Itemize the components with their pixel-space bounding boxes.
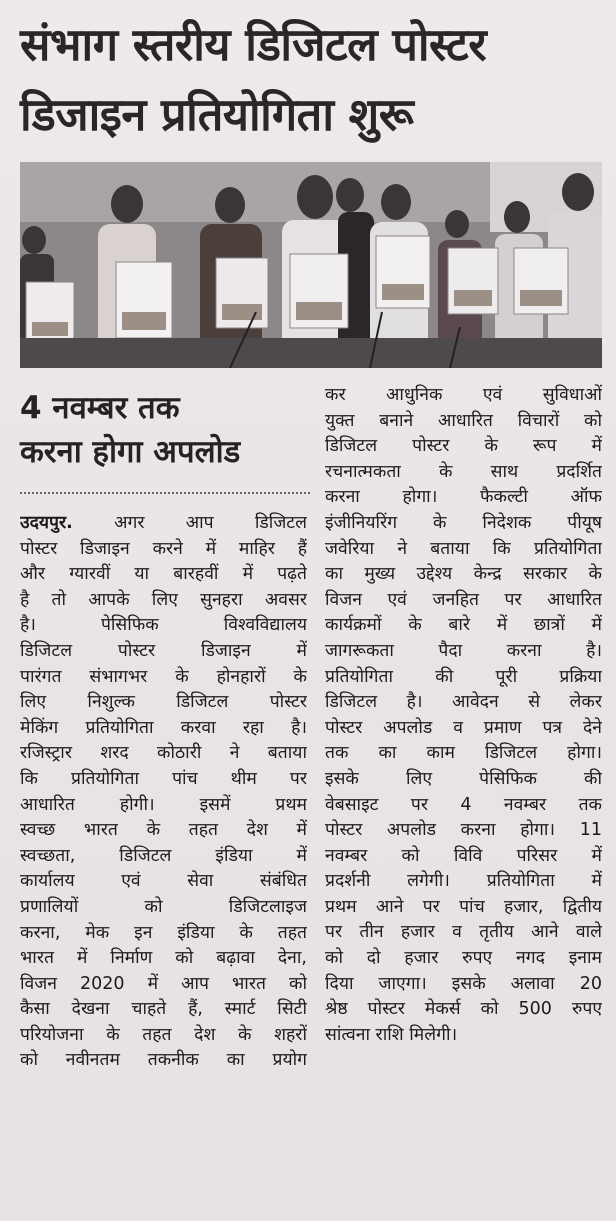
body-line: प्रथम आने पर पांच हजार, द्वितीय <box>325 896 602 917</box>
headline-line-1: संभाग स्तरीय डिजिटल पोस्टर <box>20 18 487 71</box>
body-line: आधारित होगी। इसमें प्रथम <box>20 794 307 815</box>
body-line: युक्त बनाने आधारित विचारों को <box>325 410 602 431</box>
body-line: विजन 2020 में आप भारत को <box>20 973 307 994</box>
body-line: स्वच्छ भारत के तहत देश में <box>20 820 307 841</box>
body-line: कार्यक्रमों के बारे में छात्रों में <box>325 615 602 636</box>
body-line: प्रदर्शनी लगेगी। प्रतियोगिता में <box>325 871 602 892</box>
article-body-left-column <box>20 511 307 1211</box>
body-line: रचनात्मकता के साथ प्रदर्शित <box>325 461 602 482</box>
body-line: कि प्रतियोगिता पांच थीम पर <box>20 768 307 789</box>
body-line: का मुख्य उद्देश्य केन्द्र सरकार के <box>325 564 602 585</box>
body-line: को नवीनतम तकनीक का प्रयोग <box>20 1050 307 1071</box>
article-body-right-column <box>325 383 602 1211</box>
body-line: को दो हजार रुपए नगद इनाम <box>325 948 602 969</box>
news-photo <box>20 162 602 368</box>
body-line: विजन एवं जनहित पर आधारित <box>325 589 602 610</box>
body-line: स्वच्छता, डिजिटल इंडिया में <box>20 845 307 866</box>
body-line: इंजीनियरिंग के निदेशक पीयूष <box>325 512 602 533</box>
body-line: पोस्टर डिजाइन करने में माहिर हैं <box>20 538 307 559</box>
body-line: मेकिंग प्रतियोगिता करवा रहा है। <box>20 717 307 738</box>
body-line: रजिस्ट्रार शरद कोठारी ने बताया <box>20 743 307 764</box>
dotted-divider <box>20 492 310 494</box>
body-line: डिजिटल पोस्टर डिजाइन में <box>20 640 307 661</box>
body-line: वेबसाइट पर 4 नवम्बर तक <box>325 794 602 815</box>
body-line: प्रणालियों को डिजिटलाइज <box>20 896 307 917</box>
body-line: जागरूकता पैदा करना है। <box>325 640 602 661</box>
body-line: तक का काम डिजिटल होगा। <box>325 743 602 764</box>
body-line: पर तीन हजार व तृतीय आने वाले <box>325 922 602 943</box>
body-line: लिए निशुल्क डिजिटल पोस्टर <box>20 692 307 713</box>
body-line: दिया जाएगा। इसके अलावा 20 <box>325 973 602 994</box>
subheadline-line-1: 4 नवम्बर तक <box>20 390 180 426</box>
body-line: है तो आपके लिए सुनहरा अवसर <box>20 589 307 610</box>
body-line: इसके लिए पेसिफिक की <box>325 768 602 789</box>
subheadline-line-2: करना होगा अपलोड <box>20 434 241 470</box>
body-line: पोस्टर अपलोड करना होगा। 11 <box>325 820 602 841</box>
body-line: कार्यालय एवं सेवा संबंधित <box>20 871 307 892</box>
body-line: है। पेसिफिक विश्वविद्यालय <box>20 615 307 636</box>
body-line: श्रेष्ठ पोस्टर मेकर्स को 500 रुपए <box>325 999 602 1020</box>
body-line: डिजिटल पोस्टर के रूप में <box>325 436 602 457</box>
dateline: उदयपुर. <box>20 513 73 533</box>
body-line: करना, मेक इन इंडिया के तहत <box>20 922 307 943</box>
body-line: और ग्यारवीं या बारहवीं में पढ़ते <box>20 564 307 585</box>
body-line: पारंगत संभागभर के होनहारों के <box>20 666 307 687</box>
body-line: नवम्बर को विवि परिसर में <box>325 845 602 866</box>
body-line: करना होगा। फैकल्टी ऑफ <box>325 487 602 508</box>
body-line: परियोजना के तहत देश के शहरों <box>20 1024 307 1045</box>
body-line: प्रतियोगिता की पूरी प्रक्रिया <box>325 666 602 687</box>
body-line: डिजिटल है। आवेदन से लेकर <box>325 692 602 713</box>
body-line: भारत में निर्माण को बढ़ावा देना, <box>20 948 307 969</box>
body-line: सांत्वना राशि मिलेगी। <box>325 1024 458 1045</box>
body-line: पोस्टर अपलोड व प्रमाण पत्र देने <box>325 717 602 738</box>
body-line: जवेरिया ने बताया कि प्रतियोगिता <box>325 538 602 559</box>
body-line: कर आधुनिक एवं सुविधाओं <box>325 385 602 405</box>
headline-line-2: डिजाइन प्रतियोगिता शुरू <box>20 88 414 141</box>
body-line: कैसा देखना चाहते हैं, स्मार्ट सिटी <box>20 999 307 1020</box>
photo-illustration <box>20 162 602 368</box>
body-line: उदयपुर. अगर आप डिजिटल <box>20 513 307 533</box>
